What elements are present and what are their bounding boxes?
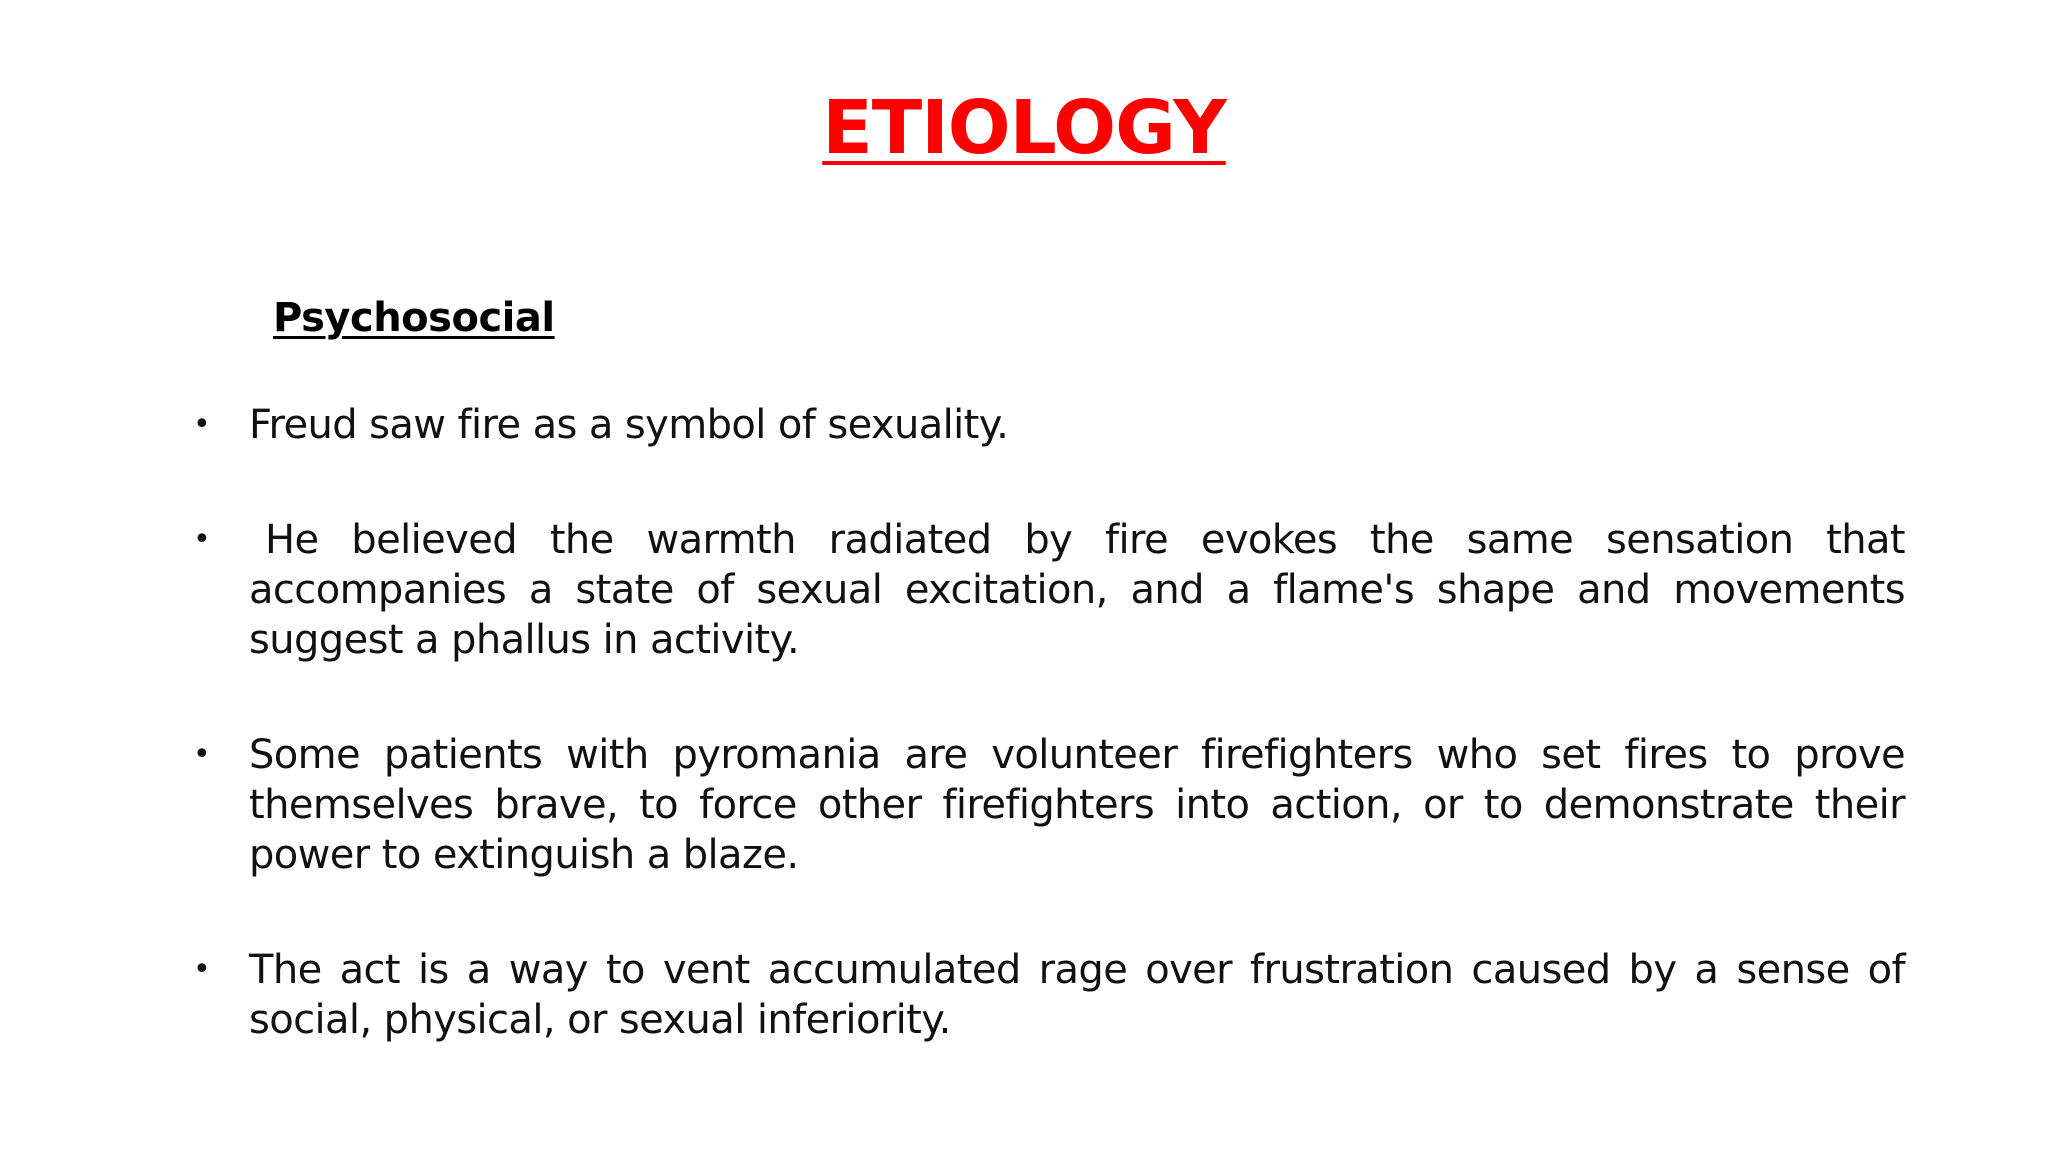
section-heading: Psychosocial	[273, 295, 555, 341]
bullet-icon: •	[193, 737, 211, 772]
bullet-text: The act is a way to vent accumulated rage over frustration caused by a sense of social, physical, or sexual inferiority.	[249, 947, 1905, 1043]
list-item	[193, 400, 1905, 450]
list-item	[193, 730, 1905, 880]
bullet-icon: •	[193, 407, 211, 442]
slide-title: ETIOLOGY	[822, 85, 1226, 171]
bullet-list	[193, 400, 1905, 1110]
bullet-icon: •	[193, 952, 211, 987]
list-item	[193, 945, 1905, 1045]
bullet-text: He believed the warmth radiated by fire evokes the same sensation that accompanies a state of sexual excitation, and a flame's shape and movements suggest a phallus in activity.	[249, 517, 1905, 663]
bullet-text: Some patients with pyromania are volunteer firefighters who set fires to prove themselves brave, to force other firefighters into action, or to demonstrate their power to extinguish a blaze.	[249, 732, 1905, 878]
bullet-text: Freud saw fire as a symbol of sexuality.	[249, 402, 1009, 448]
list-item	[193, 515, 1905, 665]
bullet-icon: •	[193, 522, 211, 557]
